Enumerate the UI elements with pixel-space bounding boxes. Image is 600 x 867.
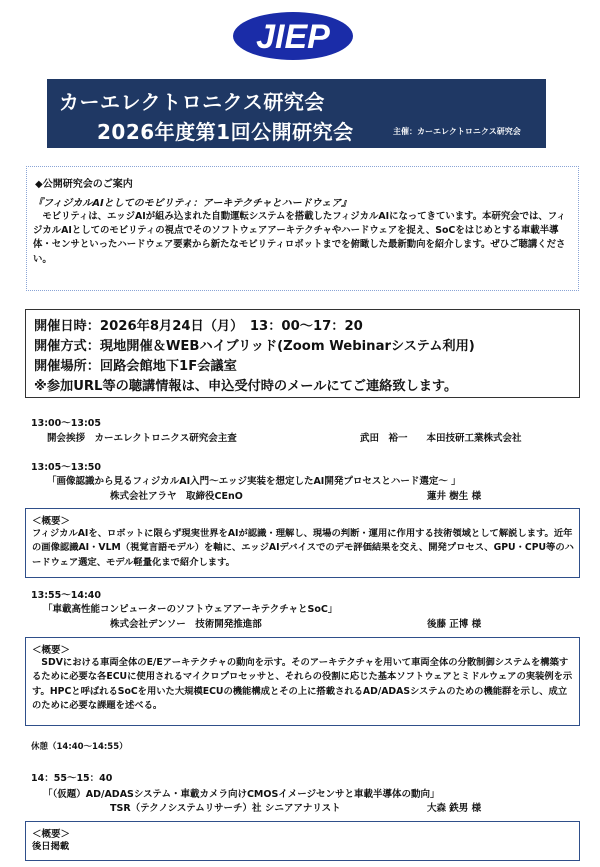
break-time: 休憩（14:40～14:55）: [31, 742, 128, 752]
banner-title: カーエレクトロニクス研究会: [59, 90, 325, 114]
guide-box: [26, 166, 579, 291]
session4-speaker: 大森 鉄男 様: [427, 803, 482, 814]
event-note: ※参加URL等の聴講情報は、申込受付時のメールにてご連絡致します。: [34, 379, 458, 394]
session4-affiliation: TSR（テクノシステムリサーチ）社 シニアアナリスト: [110, 803, 341, 814]
session2-overview-label: ＜概要＞: [32, 516, 71, 527]
session3-speaker: 後藤 正博 様: [427, 619, 482, 630]
session4-overview-box: [25, 821, 580, 861]
session4-overview-label: ＜概要＞: [32, 829, 71, 840]
event-info-box: [25, 309, 580, 398]
session4-time: 14：55～15：40: [31, 773, 113, 784]
session4-overview-text: 後日掲載: [32, 841, 70, 852]
session1-speaker: 武田 裕一 本田技研工業株式会社: [360, 433, 522, 444]
event-banner: [47, 79, 546, 148]
event-venue: 開催場所：回路会館地下1F会議室: [34, 359, 237, 374]
session3-title: 「車載高性能コンピューターのソフトウェアアーキテクチャとSoC」: [43, 604, 338, 615]
session3-affiliation: 株式会社デンソー 技術開発推進部: [110, 619, 262, 630]
banner-subtitle: 2026年度第1回公開研究会: [97, 120, 354, 144]
session4-title: 「（仮題）AD/ADASシステム・車載カメラ向けCMOSイメージセンサと車載半導体の動向」: [43, 789, 440, 800]
event-method: 開催方式：現地開催＆WEBハイブリッド(Zoom Webinarシステム利用): [34, 339, 475, 354]
session2-title: 「画像認識から見るフィジカルAI入門～エッジ実装を想定したAI開発プロセスとハード選定～ 」: [47, 476, 461, 487]
session1-time: 13:00～13:05: [31, 418, 101, 429]
session3-overview-box: [25, 637, 580, 726]
session2-speaker: 蓮井 樹生 様: [427, 491, 482, 502]
session1-title: 開会挨拶 カーエレクトロニクス研究会主査: [47, 433, 237, 444]
session2-affiliation: 株式会社アラヤ 取締役CEnO: [110, 491, 243, 502]
session3-overview-label: ＜概要＞: [32, 645, 71, 656]
jiep-logo: [231, 10, 355, 62]
jiep-logo-graphic: [231, 10, 355, 62]
session3-time: 13:55～14:40: [31, 590, 101, 601]
event-date: 開催日時：2026年8月24日（月） 13：00～17：20: [34, 319, 363, 334]
session2-time: 13:05～13:50: [31, 462, 101, 473]
guide-body: モビリティは、エッジAIが組み込まれた自動運転システムを搭載したフィジカルAIになってきています。本研究会では、フィジカルAIとしてのモビリティの視点でそのソフトウェアアーキテクチャやハードウェアを捉え、SoCをはじめとする車載半導体・センサといったハードウェア要素から新たなモビリティロボットまでを俯瞰した最新動向を紹介します。ぜひご聴講ください。: [33, 211, 566, 265]
logo-text: JIEP: [256, 18, 330, 56]
guide-heading: ◆公開研究会のご案内: [35, 179, 133, 190]
guide-title: 『フィジカルAIとしてのモビリティ：アーキテクチャとハードウェア』: [33, 198, 352, 209]
session3-overview-text: SDVにおける車両全体のE/Eアーキテクチャの動向を示す。そのアーキテクチャを用いて車両全体の分散制御システムを構築するために必要な各ECUに使用されるマイクロプロセッサと、それらの役割に応じた基本ソフトウェアとミドルウェアの実装例を示す。HPCと呼ばれるSoCを用いた大規模ECUの機能構成とその上に搭載されるAD/ADASシステムのための機能群を示し、成立のために必要な課題を述べる。: [32, 657, 573, 712]
session2-overview-box: [25, 508, 580, 578]
banner-host: 主催：カーエレクトロニクス研究会: [393, 127, 521, 136]
session2-overview-text: フィジカルAIを、ロボットに限らず現実世界をAIが認識・理解し、現場の判断・運用に作用する技術領域として解説します。近年の画像認識AI・VLM（視覚言語モデル）を軸に、エッジAIデバイスでのデモ評価結果を交え、開発プロセス、GPU・CPU等のハードウェア選定、モデル軽量化まで紹介します。: [32, 528, 574, 568]
